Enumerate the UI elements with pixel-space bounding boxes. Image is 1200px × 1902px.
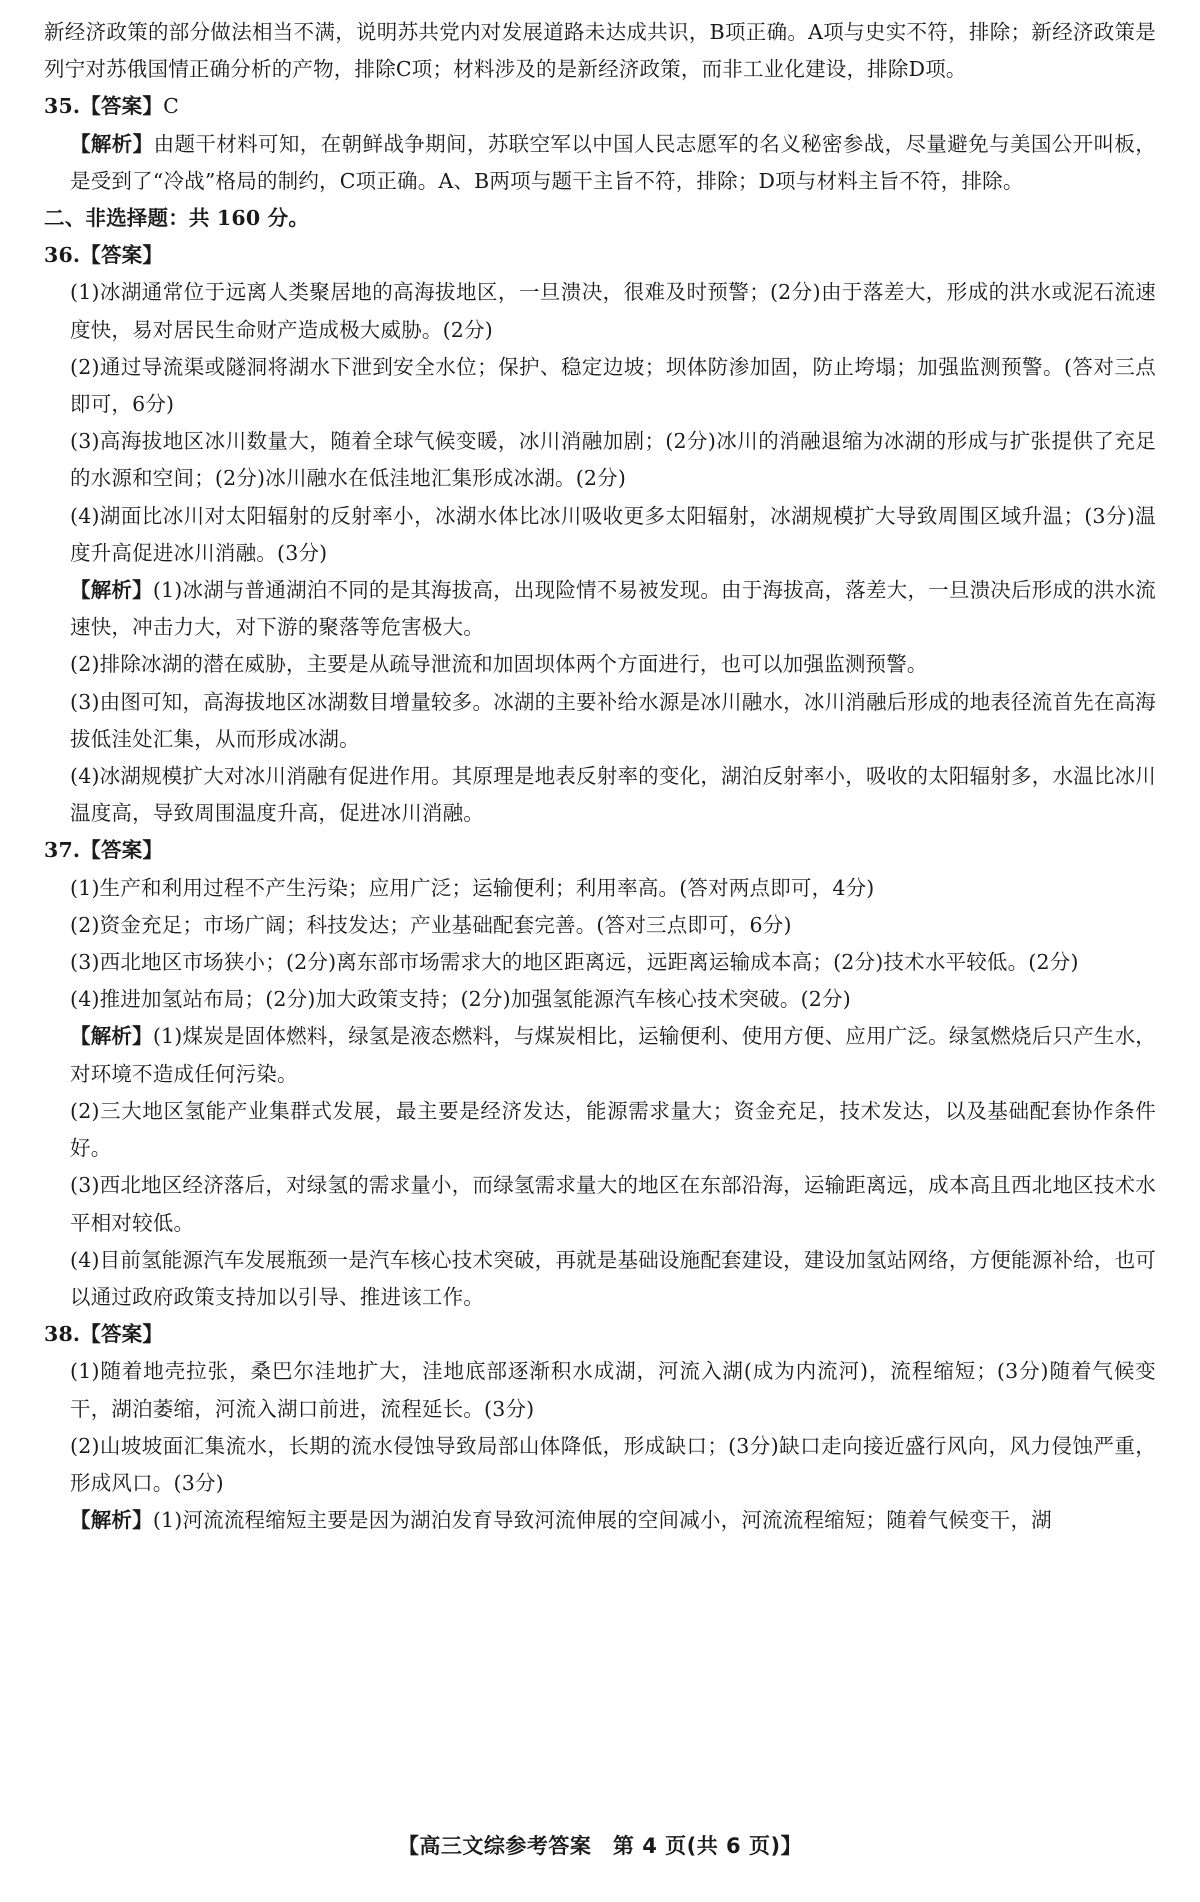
q37-analysis-1: [44, 1018, 1156, 1092]
q38-number: 38.: [44, 1322, 81, 1347]
q36-answer-1: (1)冰湖通常位于远离人类聚居地的高海拔地区，一旦溃决，很难及时预警；(2分)由于落差大，形成的洪水或泥石流速度快，易对居民生命财产造成极大威胁。(2分): [70, 280, 1156, 342]
section-title: 二、非选择题：共 160 分。: [44, 206, 310, 231]
q38-answer-header: [44, 1316, 1156, 1353]
q38-answer-1: (1)随着地壳拉张，桑巴尔洼地扩大，洼地底部逐渐积水成湖，河流入湖(成为内流河)，流程缩短；(3分)随着气候变干，湖泊萎缩，河流入湖口前进，流程延长。(3分): [70, 1359, 1156, 1421]
q36-answer-4: (4)湖面比冰川对太阳辐射的反射率小，冰湖水体比冰川吸收更多太阳辐射，冰湖规模扩大导致周围区域升温；(3分)温度升高促进冰川消融。(3分): [70, 503, 1156, 565]
q36-answer-label: 【答案】: [80, 243, 164, 268]
q35-answer-line: [44, 88, 1156, 125]
q36-answer-header: [44, 237, 1156, 274]
q36-answer-3: (3)高海拔地区冰川数量大，随着全球气候变暖，冰川消融加剧；(2分)冰川的消融退缩为冰湖的形成与扩张提供了充足的水源和空间；(2分)冰川融水在低洼地汇集形成冰湖。(2分): [70, 429, 1156, 491]
q37-answer-4: (4)推进加氢站布局；(2分)加大政策支持；(2分)加强氢能源汽车核心技术突破。(2分): [70, 987, 851, 1012]
q36-number: 36.: [44, 243, 81, 268]
q38-analysis-1: [44, 1502, 1156, 1539]
q38-analysis-label: 【解析】: [70, 1508, 153, 1533]
q38-analysis-1-text: (1)河流流程缩短主要是因为湖泊发育导致河流伸展的空间减小，河流流程缩短；随着气候变干，湖: [152, 1508, 1052, 1533]
q37-answer-header: [44, 832, 1156, 869]
q36-answer-2: (2)通过导流渠或隧洞将湖水下泄到安全水位；保护、稳定边坡；坝体防渗加固，防止垮塌；加强监测预警。(答对三点即可，6分): [70, 354, 1156, 417]
intro-paragraph: 新经济政策的部分做法相当不满，说明苏共党内对发展道路未达成共识，B项正确。A项与史实不符，排除；新经济政策是列宁对苏俄国情正确分析的产物，排除C项；材料涉及的是新经济政策，而非工业化建设，排除D项。: [44, 20, 1156, 82]
answer-page: [44, 14, 1156, 1539]
q36-analysis-3: (3)由图可知，高海拔地区冰湖数目增量较多。冰湖的主要补给水源是冰川融水，冰川消融后形成的地表径流首先在高海拔低洼处汇集，从而形成冰湖。: [70, 689, 1156, 751]
q36-analysis-1-text: (1)冰湖与普通湖泊不同的是其海拔高，出现险情不易被发现。由于海拔高，落差大，一旦溃决后形成的洪水流速快，冲击力大，对下游的聚落等危害极大。: [70, 578, 1156, 640]
q37-answer-3: (3)西北地区市场狭小；(2分)离东部市场需求大的地区距离远，远距离运输成本高；(2分)技术水平较低。(2分): [70, 950, 1079, 975]
q36-analysis-1: [44, 572, 1156, 646]
q36-analysis-4: (4)冰湖规模扩大对冰川消融有促进作用。其原理是地表反射率的变化，湖泊反射率小，吸收的太阳辐射多，水温比冰川温度高，导致周围温度升高，促进冰川消融。: [70, 764, 1156, 826]
page-footer: 【高三文综参考答案 第 4 页(共 6 页)】: [397, 1834, 803, 1858]
q35-analysis-text: 由题干材料可知，在朝鲜战争期间，苏联空军以中国人民志愿军的名义秘密参战，尽量避免与美国公开叫板，是受到了“冷战”格局的制约，C项正确。A、B两项与题干主旨不符，排除；D项与材料主旨不符，排除。: [70, 131, 1156, 193]
q35-analysis: [44, 126, 1156, 200]
q38-answer-label: 【答案】: [80, 1322, 164, 1347]
q37-answer-1: (1)生产和利用过程不产生污染；应用广泛；运输便利；利用率高。(答对两点即可，4分): [70, 875, 875, 900]
q38-answer-2: (2)山坡坡面汇集流水，长期的流水侵蚀导致局部山体降低，形成缺口；(3分)缺口走向接近盛行风向，风力侵蚀严重，形成风口。(3分): [70, 1433, 1156, 1495]
q37-number: 37.: [44, 838, 81, 863]
q37-analysis-3: (3)西北地区经济落后，对绿氢的需求量小，而绿氢需求量大的地区在东部沿海，运输距离远，成本高且西北地区技术水平相对较低。: [70, 1173, 1156, 1235]
q35-analysis-label: 【解析】: [70, 131, 154, 156]
q36-analysis-2: (2)排除冰湖的潜在威胁，主要是从疏导泄流和加固坝体两个方面进行，也可以加强监测预警。: [70, 652, 928, 677]
q37-answer-2: (2)资金充足；市场广阔；科技发达；产业基础配套完善。(答对三点即可，6分): [70, 912, 792, 937]
q37-analysis-2: (2)三大地区氢能产业集群式发展，最主要是经济发达，能源需求量大；资金充足，技术发达，以及基础配套协作条件好。: [70, 1098, 1156, 1161]
q36-analysis-label: 【解析】: [70, 578, 153, 603]
q37-analysis-1-text: (1)煤炭是固体燃料，绿氢是液态燃料，与煤炭相比，运输便利、使用方便、应用广泛。绿氢燃烧后只产生水，对环境不造成任何污染。: [70, 1024, 1156, 1086]
q35-number: 35.: [44, 94, 81, 119]
q35-answer-label: 【答案】: [80, 94, 164, 119]
q37-answer-label: 【答案】: [80, 838, 164, 863]
q35-answer: C: [163, 94, 179, 119]
q37-analysis-label: 【解析】: [70, 1024, 153, 1049]
q37-analysis-4: (4)目前氢能源汽车发展瓶颈一是汽车核心技术突破，再就是基础设施配套建设，建设加氢站网络，方便能源补给，也可以通过政府政策支持加以引导、推进该工作。: [70, 1247, 1156, 1309]
